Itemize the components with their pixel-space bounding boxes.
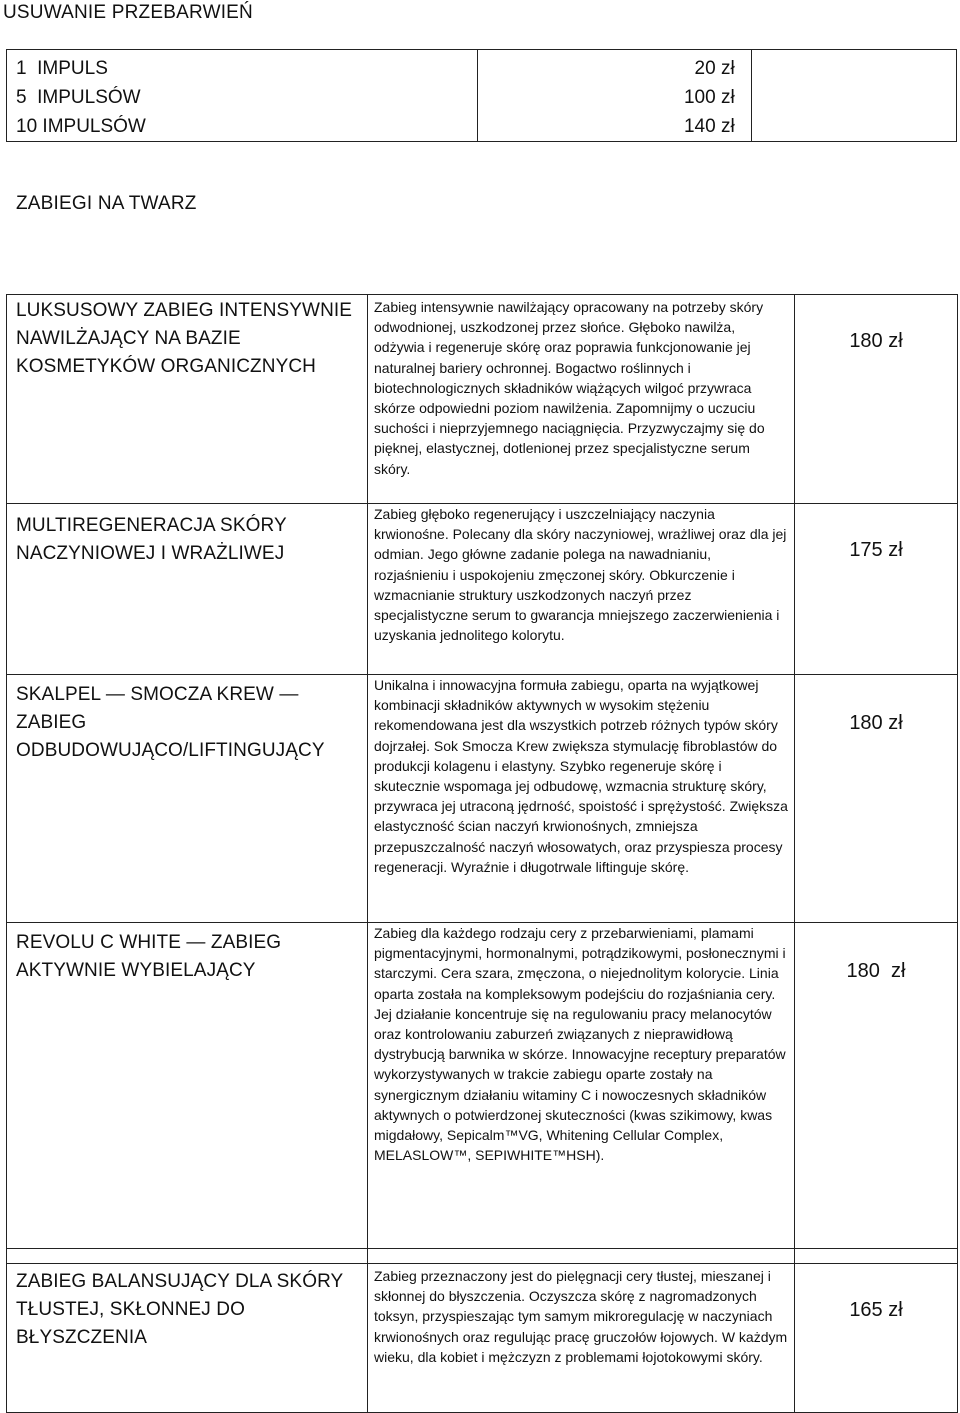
treatment-description: Unikalna i innowacyjna formuła zabiegu, oparta na wyjątkowej kombinacji składników aktywnych w wysokim stężeniu rekomendowana jest dla wszystkich potrzeb różnych typów skóry dojrzałej. Sok Smocza Krew zwiększa stymulację fibroblastów do produkcji kolagenu i elastyny. Szybko regeneruje skórę i skutecznie wspomaga jej odbudowę, wzmacnia strukturę skóry, przywraca jej utraconą jędrność, spoistość i sprężystość. Zwiększa elastyczność ścian naczyń krwionośnych, zmniejsza przepuszczalność naczyń włosowatych, oraz przyspiesza procesy regeneracji. Wyraźnie i długotrwale liftinguje skórę.	[368, 675, 795, 923]
treatment-description: Zabieg dla każdego rodzaju cery z przebarwieniami, plamami pigmentacyjnymi, hormonalnymi, potrądzikowymi, posłonecznymi i starczymi. Cera szara, zmęczona, o niejednolitym kolorycie. Linia oparta została na kompleksowym podejściu do rozjaśniania cery. Jej działanie koncentruje się na regulowaniu pracy melanocytów oraz kontrolowaniu zaburzeń związanych z nieprawidłową dystrybucją barwnika w skórze. Innowacyjne receptury preparatów wykorzystywanych w trakcie zabiegu oparte zostały na synergicznym działaniu witaminy C i nowoczesnych składników aktywnych o potwierdzonej skuteczności (kwas szikimowy, kwas migdałowy, Sepicalm™VG, Whitening Cellular Complex, MELASLOW™, SEPIWHITE™HSH).	[368, 923, 795, 1249]
treatment-name: LUKSUSOWY ZABIEG INTENSYWNIE NAWILŻAJĄCY NA BAZIE KOSMETYKÓW ORGANICZNYCH	[7, 295, 368, 504]
heading-discoloration-removal: USUWANIE PRZEBARWIEŃ	[3, 2, 253, 23]
treatment-description: Zabieg przeznaczony jest do pielęgnacji cery tłustej, mieszanej i skłonnej do błyszczenia. Oczyszcza skórę z nagromadzonych toksyn, przyspieszając tym samym mikroregulację w naczyniach krwionośnych oraz regulując pracę gruczołów łojowych. W każdym wieku, dla kobiet i mężczyzn z problemami łojotokowymi skóry.	[368, 1264, 795, 1413]
treatment-price: 165 zł	[849, 1299, 903, 1321]
impulse-name: 5 IMPULSÓW	[16, 87, 141, 108]
treatment-row	[7, 923, 958, 1249]
treatment-row	[7, 295, 958, 504]
treatment-price: 175 zł	[849, 539, 903, 561]
treatment-price: 180 zł	[849, 712, 903, 734]
treatment-description: Zabieg głęboko regenerujący i uszczelniający naczynia krwionośne. Polecany dla skóry naczyniowej, wrażliwej oraz dla jej odmian. Jego główne zadanie polega na nawadnianiu, rozjaśnieniu i uspokojeniu zmęczonej skóry. Obkurczenie i wzmacnianie struktury uszkodzonych naczyń przez specjalistyczne serum to gwarancja mniejszego zaczerwienienia i uzyskania jednolitego kolorytu.	[368, 504, 795, 675]
treatment-price-cell	[795, 1264, 958, 1413]
treatment-name: MULTIREGENERACJA SKÓRY NACZYNIOWEJ I WRAŻLIWEJ	[7, 504, 368, 675]
heading-face-treatments: ZABIEGI NA TWARZ	[16, 193, 197, 214]
treatment-price-cell	[795, 675, 958, 923]
treatment-price-cell	[795, 923, 958, 1249]
treatment-price: 180 zł	[846, 960, 906, 982]
impulse-price-table	[6, 49, 957, 142]
impulse-prices-cell	[477, 50, 751, 142]
impulse-name: 1 IMPULS	[16, 58, 108, 79]
treatment-row	[7, 504, 958, 675]
spacer-cell	[795, 1249, 958, 1264]
spacer-row	[7, 1249, 958, 1264]
treatment-price-cell	[795, 295, 958, 504]
face-treatments-table	[6, 294, 958, 1413]
impulse-name: 10 IMPULSÓW	[16, 116, 146, 137]
impulse-price: 20 zł	[694, 58, 735, 79]
treatment-name: SKALPEL — SMOCZA KREW — ZABIEG ODBUDOWUJĄCO/LIFTINGUJĄCY	[7, 675, 368, 923]
impulse-names-cell	[7, 50, 478, 142]
treatment-description: Zabieg intensywnie nawilżający opracowany na potrzeby skóry odwodnionej, uszkodzonej przez słońce. Głęboko nawilża, odżywia i regeneruje skórę oraz poprawia funkcjonowanie jej naturalnej bariery ochronnej. Bogactwo roślinnych i biotechnologicznych składników wiążących wilgoć przywraca skórze odpowiedni poziom nawilżenia. Zapomnijmy o uczuciu suchości i nieprzyjemnego naciągnięcia. Przyzwyczajmy się do pięknej, elastycznej, dotlenionej przez specjalistyczne serum skóry.	[368, 295, 795, 504]
spacer-cell	[368, 1249, 795, 1264]
empty-cell	[751, 50, 956, 142]
spacer-cell	[7, 1249, 368, 1264]
impulse-price: 100 zł	[683, 87, 735, 108]
treatment-name: REVOLU C WHITE — ZABIEG AKTYWNIE WYBIELAJĄCY	[7, 923, 368, 1249]
impulse-price: 140 zł	[683, 116, 735, 137]
treatment-price-cell	[795, 504, 958, 675]
treatment-row	[7, 1264, 958, 1413]
treatment-name: ZABIEG BALANSUJĄCY DLA SKÓRY TŁUSTEJ, SKŁONNEJ DO BŁYSZCZENIA	[7, 1264, 368, 1413]
treatment-row	[7, 675, 958, 923]
treatment-price: 180 zł	[849, 330, 903, 352]
